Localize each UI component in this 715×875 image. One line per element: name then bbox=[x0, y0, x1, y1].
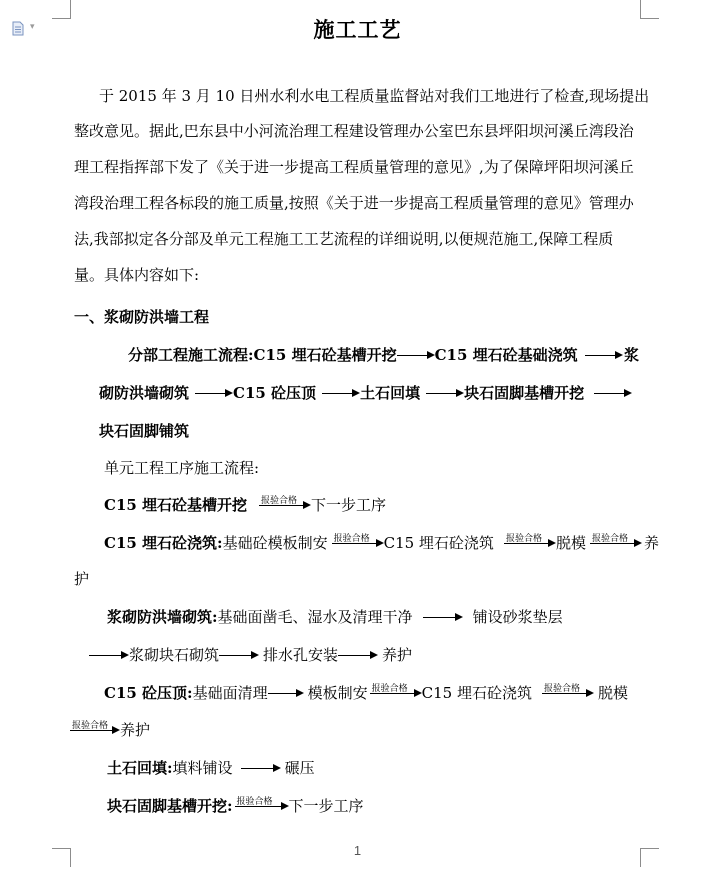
flow-arrow bbox=[423, 607, 463, 627]
flow-arrow bbox=[219, 645, 259, 665]
flow-step: C15 埋石砼浇筑 bbox=[383, 534, 494, 552]
unit-title: C15 砼压顶: bbox=[104, 684, 193, 702]
flow-step: 模板制安 bbox=[307, 684, 368, 702]
inspection-label: 报验合格 bbox=[333, 534, 370, 544]
intro-line: 理工程指挥部下发了《关于进一步提高工程质量管理的意见》,为了保障坪阳坝河溪丘 bbox=[74, 158, 634, 176]
flow-arrow bbox=[195, 383, 233, 403]
flow-step: 块石固脚铺筑 bbox=[99, 422, 190, 440]
flow-step: 填料铺设 bbox=[172, 759, 233, 777]
inspection-arrow bbox=[259, 495, 311, 515]
unit-flow-capping-cont bbox=[70, 720, 150, 740]
inspection-label: 报验合格 bbox=[543, 684, 580, 694]
flow-step: 下一步工序 bbox=[288, 797, 364, 815]
flow-step: C15 砼压顶 bbox=[233, 384, 317, 402]
flow-arrow bbox=[397, 345, 435, 365]
unit-flow-masonry-cont bbox=[89, 645, 412, 665]
unit-flow-masonry bbox=[107, 607, 563, 627]
intro-line: 法,我部拟定各分部及单元工程施工工艺流程的详细说明,以便规范施工,保障工程质 bbox=[74, 230, 614, 248]
danyuan-label: 单元工程工序施工流程: bbox=[104, 459, 260, 477]
inspection-label: 报验合格 bbox=[72, 721, 109, 731]
flow-step: C15 埋石砼基槽开挖 bbox=[253, 346, 397, 364]
unit-title: 块石固脚基槽开挖: bbox=[107, 797, 233, 815]
fenbu-flow-line-2 bbox=[99, 383, 632, 403]
inspection-arrow bbox=[370, 683, 422, 703]
unit-flow-toe-excavation bbox=[107, 796, 364, 816]
flow-step: 块石固脚基槽开挖 bbox=[464, 384, 585, 402]
inspection-arrow bbox=[332, 533, 384, 553]
intro-line: 于 2015 年 3 月 10 日州水利水电工程质量监督站对我们工地进行了检查,现场提出 bbox=[99, 87, 650, 105]
flow-step: 浆砌块石砌筑 bbox=[129, 646, 220, 664]
inspection-label: 报验合格 bbox=[236, 797, 273, 807]
flow-step: 脱模 bbox=[597, 684, 628, 702]
flow-arrow bbox=[594, 383, 632, 403]
flow-arrow bbox=[426, 383, 464, 403]
document-title: 施工工艺 bbox=[313, 17, 402, 42]
flow-step: 浆 bbox=[624, 346, 640, 364]
inspection-arrow bbox=[504, 533, 556, 553]
unit-title: 浆砌防洪墙砌筑: bbox=[107, 608, 218, 626]
inspection-arrow bbox=[70, 720, 120, 740]
flow-step: 下一步工序 bbox=[311, 496, 387, 514]
flow-step: 养 bbox=[643, 534, 659, 552]
flow-arrow bbox=[585, 345, 623, 365]
flow-step: 铺设砂浆垫层 bbox=[472, 608, 563, 626]
flow-step: 排水孔安装 bbox=[263, 646, 339, 664]
flow-arrow bbox=[322, 383, 360, 403]
flow-step: 护 bbox=[74, 570, 90, 588]
flow-step: 养护 bbox=[382, 646, 413, 664]
flow-arrow bbox=[338, 645, 378, 665]
flow-step: 碾压 bbox=[284, 759, 315, 777]
page-number: 1 bbox=[353, 843, 362, 858]
unit-flow-excavation bbox=[104, 495, 386, 515]
section-heading: 一、浆砌防洪墙工程 bbox=[74, 308, 210, 326]
inspection-label: 报验合格 bbox=[371, 684, 408, 694]
dropdown-caret-icon[interactable]: ▾ bbox=[30, 22, 35, 32]
unit-flow-capping bbox=[104, 683, 628, 703]
flow-step: 养护 bbox=[120, 721, 151, 739]
flow-step: 脱模 bbox=[555, 534, 586, 552]
inspection-arrow bbox=[542, 683, 594, 703]
intro-line: 整改意见。据此,巴东县中小河流治理工程建设管理办公室巴东县坪阳坝河溪丘湾段治 bbox=[74, 122, 634, 140]
flow-step: 基础面凿毛、湿水及清理干净 bbox=[217, 608, 413, 626]
unit-title: C15 埋石砼基槽开挖 bbox=[104, 496, 248, 514]
intro-line: 量。具体内容如下: bbox=[74, 266, 200, 284]
fenbu-flow-line-1 bbox=[128, 345, 578, 365]
flow-arrow bbox=[268, 683, 304, 703]
flow-step: C15 埋石砼基础浇筑 bbox=[434, 346, 578, 364]
inspection-arrow bbox=[235, 796, 289, 816]
unit-title: C15 埋石砼浇筑: bbox=[104, 534, 223, 552]
flow-step: 基础砼模板制安 bbox=[222, 534, 328, 552]
fenbu-label: 分部工程施工流程: bbox=[128, 346, 254, 364]
flow-step: 基础面清理 bbox=[192, 684, 268, 702]
flow-step: C15 埋石砼浇筑 bbox=[421, 684, 532, 702]
inspection-arrow bbox=[590, 533, 642, 553]
unit-flow-backfill bbox=[107, 758, 315, 778]
intro-line: 湾段治理工程各标段的施工质量,按照《关于进一步提高工程质量管理的意见》管理办 bbox=[74, 194, 634, 212]
inspection-label: 报验合格 bbox=[261, 496, 298, 506]
flow-arrow bbox=[89, 645, 129, 665]
flow-step: 砌防洪墙砌筑 bbox=[99, 384, 190, 402]
unit-title: 土石回填: bbox=[107, 759, 173, 777]
inspection-label: 报验合格 bbox=[591, 534, 628, 544]
flow-step: 土石回填 bbox=[360, 384, 421, 402]
inspection-label: 报验合格 bbox=[505, 534, 542, 544]
unit-flow-pouring bbox=[104, 533, 659, 553]
flow-arrow bbox=[241, 758, 281, 778]
